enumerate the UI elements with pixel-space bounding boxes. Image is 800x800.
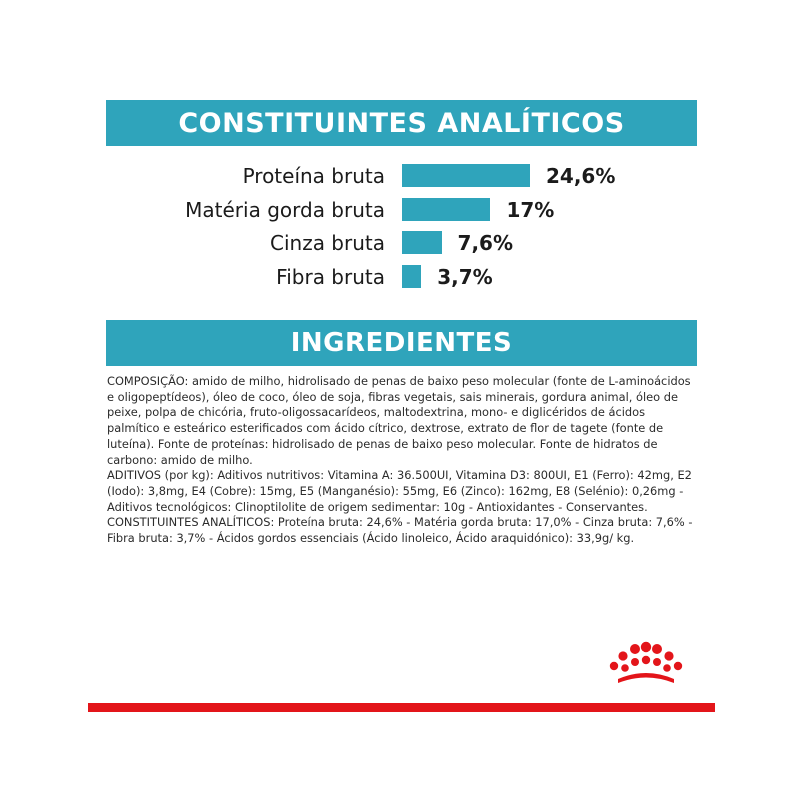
chart-row	[0, 231, 800, 255]
value-bar	[402, 265, 421, 288]
ingredients-analytic: CONSTITUINTES ANALÍTICOS: Proteína bruta: 24,6% - Matéria gorda bruta: 17,0% - Cinza bruta: 7,6% - Fibra bruta: 3,7% - Ácidos gordos essenciais (Ácido linoleico, Ácido araquidónico): 33,9g/ kg.	[107, 515, 693, 546]
ingredients-text	[107, 374, 699, 547]
category-label: Proteína bruta	[242, 164, 385, 188]
brand-divider-line	[88, 703, 715, 712]
analytic-constituents-banner	[106, 100, 697, 146]
ingredients-additives: ADITIVOS (por kg): Aditivos nutritivos: Vitamina A: 36.500UI, Vitamina D3: 800UI, E1 (Ferro): 42mg, E2 (Iodo): 3,8mg, E4 (Cobre): 15mg, E5 (Manganésio): 55mg, E6 (Zinco): 162mg, E8 (Selénio): 0,26mg - Aditivos tecnológicos: Clinoptilolite de origem sedimentar: 10g - Antioxidantes - Conservantes.	[107, 468, 692, 514]
chart-row	[0, 265, 800, 289]
ingredients-title: INGREDIENTES	[290, 328, 513, 358]
chart-row	[0, 164, 800, 188]
analytic-constituents-title: CONSTITUINTES ANALÍTICOS	[178, 108, 625, 139]
value-label: 3,7%	[437, 264, 493, 289]
chart-row	[0, 198, 800, 222]
value-label: 24,6%	[546, 164, 616, 188]
category-label: Matéria gorda bruta	[185, 197, 385, 222]
value-bar	[402, 198, 490, 221]
value-label: 17%	[506, 197, 555, 222]
category-label: Fibra bruta	[276, 264, 385, 289]
category-label: Cinza bruta	[270, 231, 385, 255]
ingredients-banner	[106, 320, 697, 366]
value-label: 7,6%	[457, 231, 513, 255]
value-bar	[402, 231, 442, 254]
value-bar	[402, 164, 530, 187]
crown-icon	[604, 639, 688, 687]
ingredients-composition: COMPOSIÇÃO: amido de milho, hidrolisado de penas de baixo peso molecular (fonte de L-aminoácidos e oligopeptídeos), óleo de coco, óleo de soja, fibras vegetais, sais minerais, gordura animal, óleo de peixe, polpa de chicória, fruto-oligossacarídeos, maltodextrina, mono- e diglicéridos de ácidos palmítico e esteárico esterificados com ácido cítrico, dextrose, extrato de flor de tagete (fonte de luteína). Fonte de proteínas: hidrolisado de penas de baixo peso molecular. Fonte de hidratos de carbono: amido de milho.	[107, 374, 691, 467]
